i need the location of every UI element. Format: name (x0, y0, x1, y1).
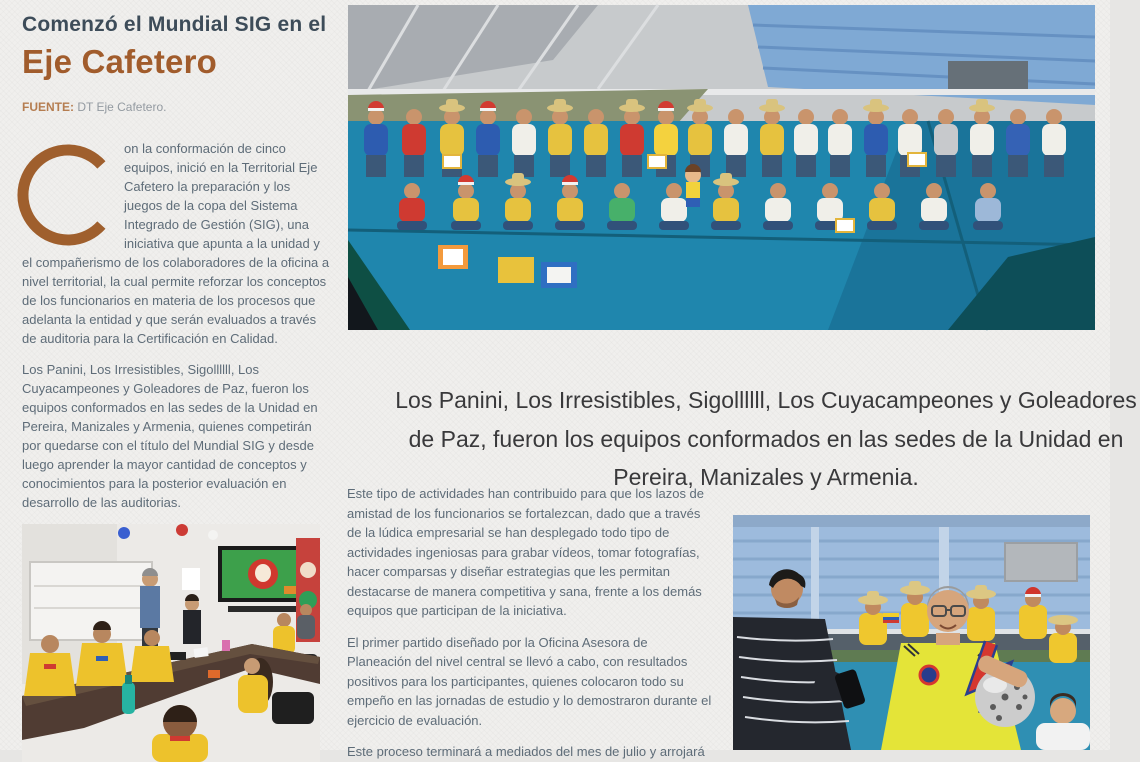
paragraph-process: Este proceso terminará a mediados del mes de julio y arrojará (347, 744, 705, 759)
paragraph-intro-text: on la conformación de cinco equipos, inició en la Territorial Eje Cafetero la preparación y los juegos de la copa del Sistema Integrado de Gestión (SIG), una iniciativa que apunta a la unidad y el compañerismo de los colaboradores de la oficina a nivel territorial, la cual permite reforzar los conceptos de los funcionarios en materia de los procesos que adelanta la entidad y que serán evaluados a través de auditoria para la Certificación en Calidad. (22, 141, 330, 346)
photo-interview (733, 515, 1090, 750)
article-source (22, 100, 332, 115)
article-kicker: Comenzó el Mundial SIG en el (22, 13, 327, 36)
middle-column (347, 484, 713, 759)
article-title: Eje Cafetero (22, 43, 217, 80)
paragraph-activities: Este tipo de actividades han contribuido para que los lazos de amistad de los funcionarios se fortalezcan, dado que a través de la lúdica empresarial se han desplegado todo tipo de actividades ingeniosas para grabar vídeos, tomar fotografías, hacer comparsas y diseñar estrategias que les permitan destacarse de manera competitiva y sana, frente a los demás equipos que participan de la iniciativa. (347, 486, 705, 618)
photo-stadium-group (348, 5, 1095, 330)
source-value: DT Eje Cafetero. (74, 100, 167, 114)
photo-meeting-room (22, 524, 320, 762)
paragraph-first-match: El primer partido diseñado por la Oficina Asesora de Planeación del nivel central se llevó a cabo, con resultados positivos para los participantes, quienes colocaron todo su empeño en las jornadas de estudio y lo demostraron durante el ejercicio de evaluación. (347, 634, 712, 728)
paragraph-teams: Los Panini, Los Irresistibles, Sigollllll, Los Cuyacampeones y Goleadores de Paz, fueron los equipos conformados en las sedes de la Unidad en Pereira, Manizales y Armenia, quienes competirán por quedarse con el título del Mundial SIG y desde luego aprender la mayor cantidad de conceptos y conocimientos para la posterior evaluación en desarrollo de las auditorias. (22, 362, 318, 510)
left-column (22, 12, 332, 750)
paragraph-intro (22, 139, 332, 348)
drop-cap-letter (22, 143, 114, 247)
pull-quote: Los Panini, Los Irresistibles, Sigollllll, Los Cuyacampeones y Goleadores de Paz, fueron los equipos conformados en las sedes de la Unidad en Pereira, Manizales y Armenia. (395, 387, 1137, 490)
source-label: FUENTE: (22, 100, 74, 114)
